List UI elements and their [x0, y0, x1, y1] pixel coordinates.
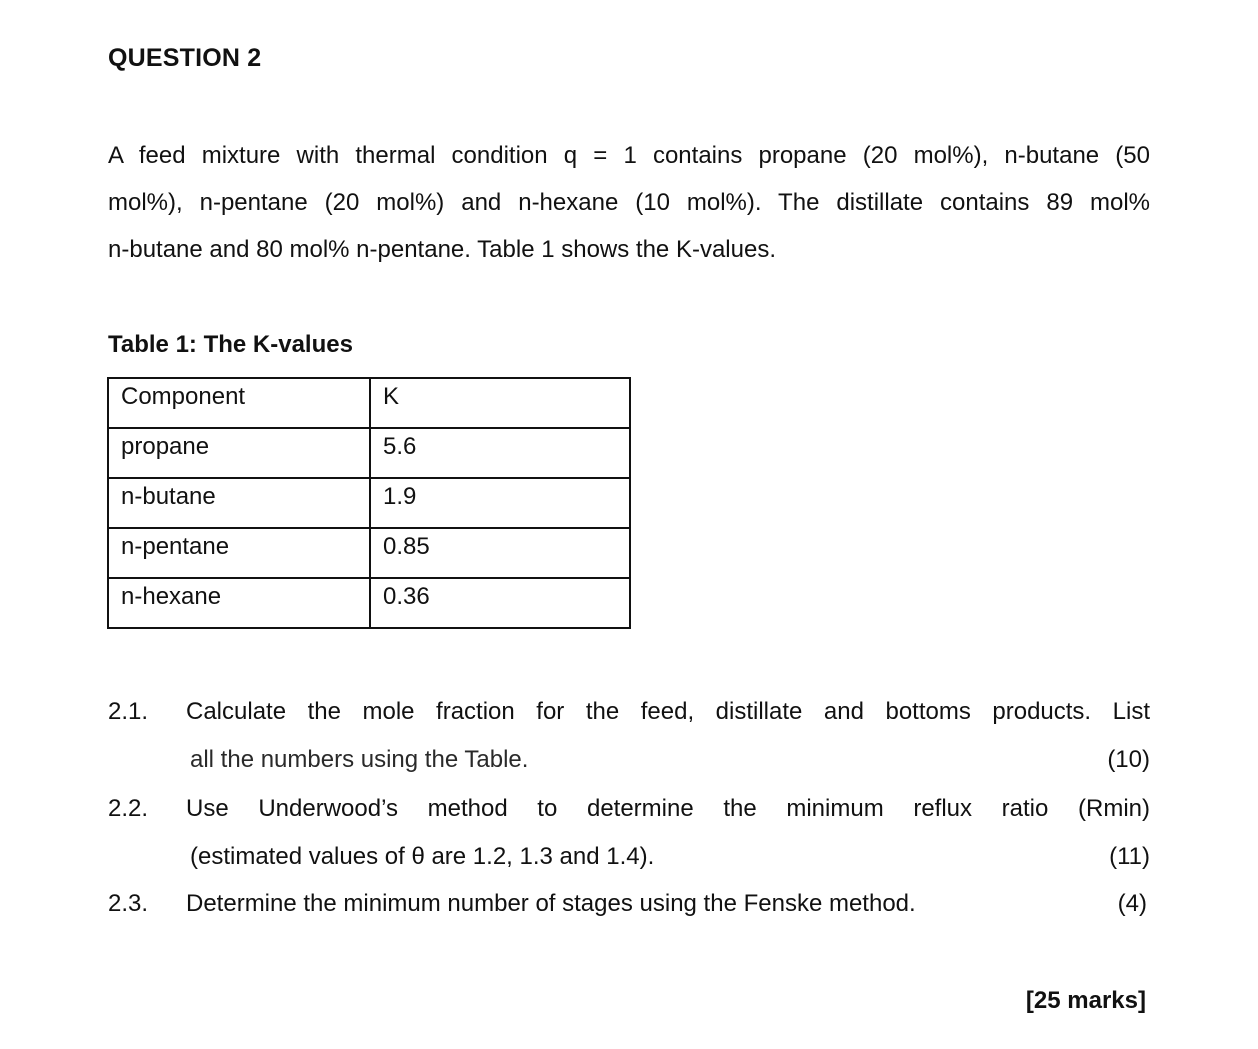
table-row	[108, 578, 630, 628]
component-cell	[108, 428, 370, 478]
sub-question-number: 2.1.	[108, 698, 149, 725]
total-marks: [25 marks]	[1025, 987, 1146, 1014]
question-heading: QUESTION 2	[108, 44, 262, 72]
component-name: propane	[121, 433, 210, 460]
component-cell	[108, 578, 370, 628]
sub-question-text-line: Calculate the mole fraction for the feed, distillate and bottoms products. List	[186, 698, 1150, 725]
k-value: 0.85	[383, 533, 430, 560]
intro-line: mol%), n-pentane (20 mol%) and n-hexane (10 mol%). The distillate contains 89 mol%	[108, 189, 1150, 216]
sub-question-2-3	[108, 890, 1150, 930]
header-cell-k	[370, 378, 630, 428]
sub-question-2-2	[108, 795, 1150, 885]
k-value: 1.9	[383, 483, 417, 510]
component-name: n-hexane	[121, 583, 222, 610]
component-name: n-butane	[121, 483, 216, 510]
component-cell	[108, 478, 370, 528]
sub-question-text-line: Determine the minimum number of stages using the Fenske method.	[186, 890, 916, 917]
table-row	[108, 478, 630, 528]
component-cell	[108, 528, 370, 578]
sub-question-text-line: Use Underwood’s method to determine the minimum reflux ratio (Rmin)	[186, 795, 1150, 822]
question-intro	[108, 138, 1150, 279]
k-value-cell	[370, 578, 630, 628]
table-header-row	[108, 378, 630, 428]
header-cell-component	[108, 378, 370, 428]
k-value: 0.36	[383, 583, 430, 610]
k-value-cell	[370, 428, 630, 478]
sub-question-marks: (11)	[1109, 843, 1150, 870]
header-k-text: K	[383, 383, 400, 410]
sub-question-number: 2.2.	[108, 795, 149, 822]
intro-line: n-butane and 80 mol% n-pentane. Table 1 shows the K-values.	[108, 236, 776, 263]
header-component-text: Component	[121, 383, 246, 410]
table-row	[108, 428, 630, 478]
k-value: 5.6	[383, 433, 417, 460]
sub-question-number: 2.3.	[108, 890, 149, 917]
component-name: n-pentane	[121, 533, 230, 560]
sub-question-2-1	[108, 698, 1150, 788]
sub-question-marks: (4)	[1117, 890, 1147, 917]
k-value-cell	[370, 528, 630, 578]
table-caption: Table 1: The K-values	[108, 331, 353, 358]
k-value-cell	[370, 478, 630, 528]
sub-question-text-line: all the numbers using the Table.	[190, 746, 529, 773]
intro-line: A feed mixture with thermal condition q = 1 contains propane (20 mol%), n-butane (50	[108, 142, 1150, 169]
sub-question-text-line: (estimated values of θ are 1.2, 1.3 and 1.4).	[190, 843, 655, 870]
k-values-table	[107, 377, 631, 629]
table-row	[108, 528, 630, 578]
sub-question-marks: (10)	[1107, 746, 1150, 773]
